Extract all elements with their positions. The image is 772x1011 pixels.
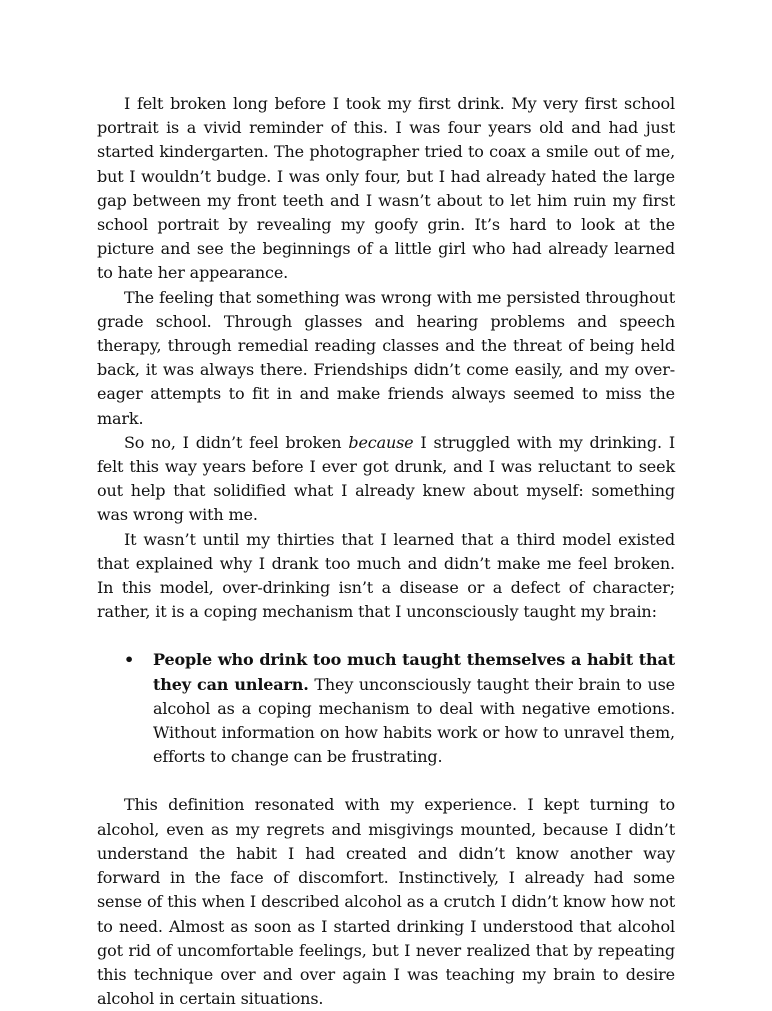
book-page [97, 92, 675, 1011]
bullet-bold-text: People who drink too much taught themselves a habit that they can unlearn. [153, 650, 675, 694]
emphasis-because: because [348, 432, 414, 452]
paragraph-because [97, 431, 675, 528]
paragraph-grade-school: The feeling that something was wrong with me persisted throughout grade school. Through glasses and hearing problems and speech therapy, through remedial reading classes and the threat of being held back, it was always there. Friendships didn’t come easily, and my over-eager attempts to fit in and make friends always seemed to miss the mark. [97, 287, 675, 428]
paragraph-third-model: It wasn’t until my thirties that I learned that a third model existed that explained why I drank too much and didn’t make me feel broken. In this model, over-drinking isn’t a disease or a defect of character; rather, it is a coping mechanism that I unconsciously taught my brain: [97, 529, 675, 622]
bullet-item-habit [97, 648, 675, 769]
paragraph-definition-resonated: This definition resonated with my experience. I kept turning to alcohol, even as my regrets and misgivings mounted, because I didn’t understand the habit I had created and didn’t know another way forward in the face of discomfort. Instinctively, I already had some sense of this when I described alcohol as a crutch I didn’t know how not to need. Almost as soon as I started drinking I understood that alcohol got rid of uncomfortable feelings, but I never realized that by repeating this technique over and over again I was teaching my brain to desire alcohol in certain situations. [97, 795, 675, 1009]
bullet-rest-text: They unconsciously taught their brain to use alcohol as a coping mechanism to deal with negative emotions. Without information on how habits work or how to unravel them, efforts to change can be frustrating. [153, 674, 676, 767]
paragraph-because-rest: I struggled with my drinking. I felt this way years before I ever got drunk, and I was reluctant to seek out help that solidified what I already knew about myself: something was wrong with me. [97, 432, 675, 525]
paragraph-because-lead: So no, I didn’t feel broken [124, 432, 349, 452]
paragraph-first-drink: I felt broken long before I took my first drink. My very first school portrait is a vivid reminder of this. I was four years old and had just started kindergarten. The photographer tried to coax a smile out of me, but I wouldn’t budge. I was only four, but I had already hated the large gap between my front teeth and I wasn’t about to let him ruin my first school portrait by revealing my goofy grin. It’s hard to look at the picture and see the beginnings of a little girl who had already learned to hate her appearance. [97, 94, 675, 283]
bullet-marker: • [124, 650, 135, 670]
bullet-text [153, 648, 675, 769]
